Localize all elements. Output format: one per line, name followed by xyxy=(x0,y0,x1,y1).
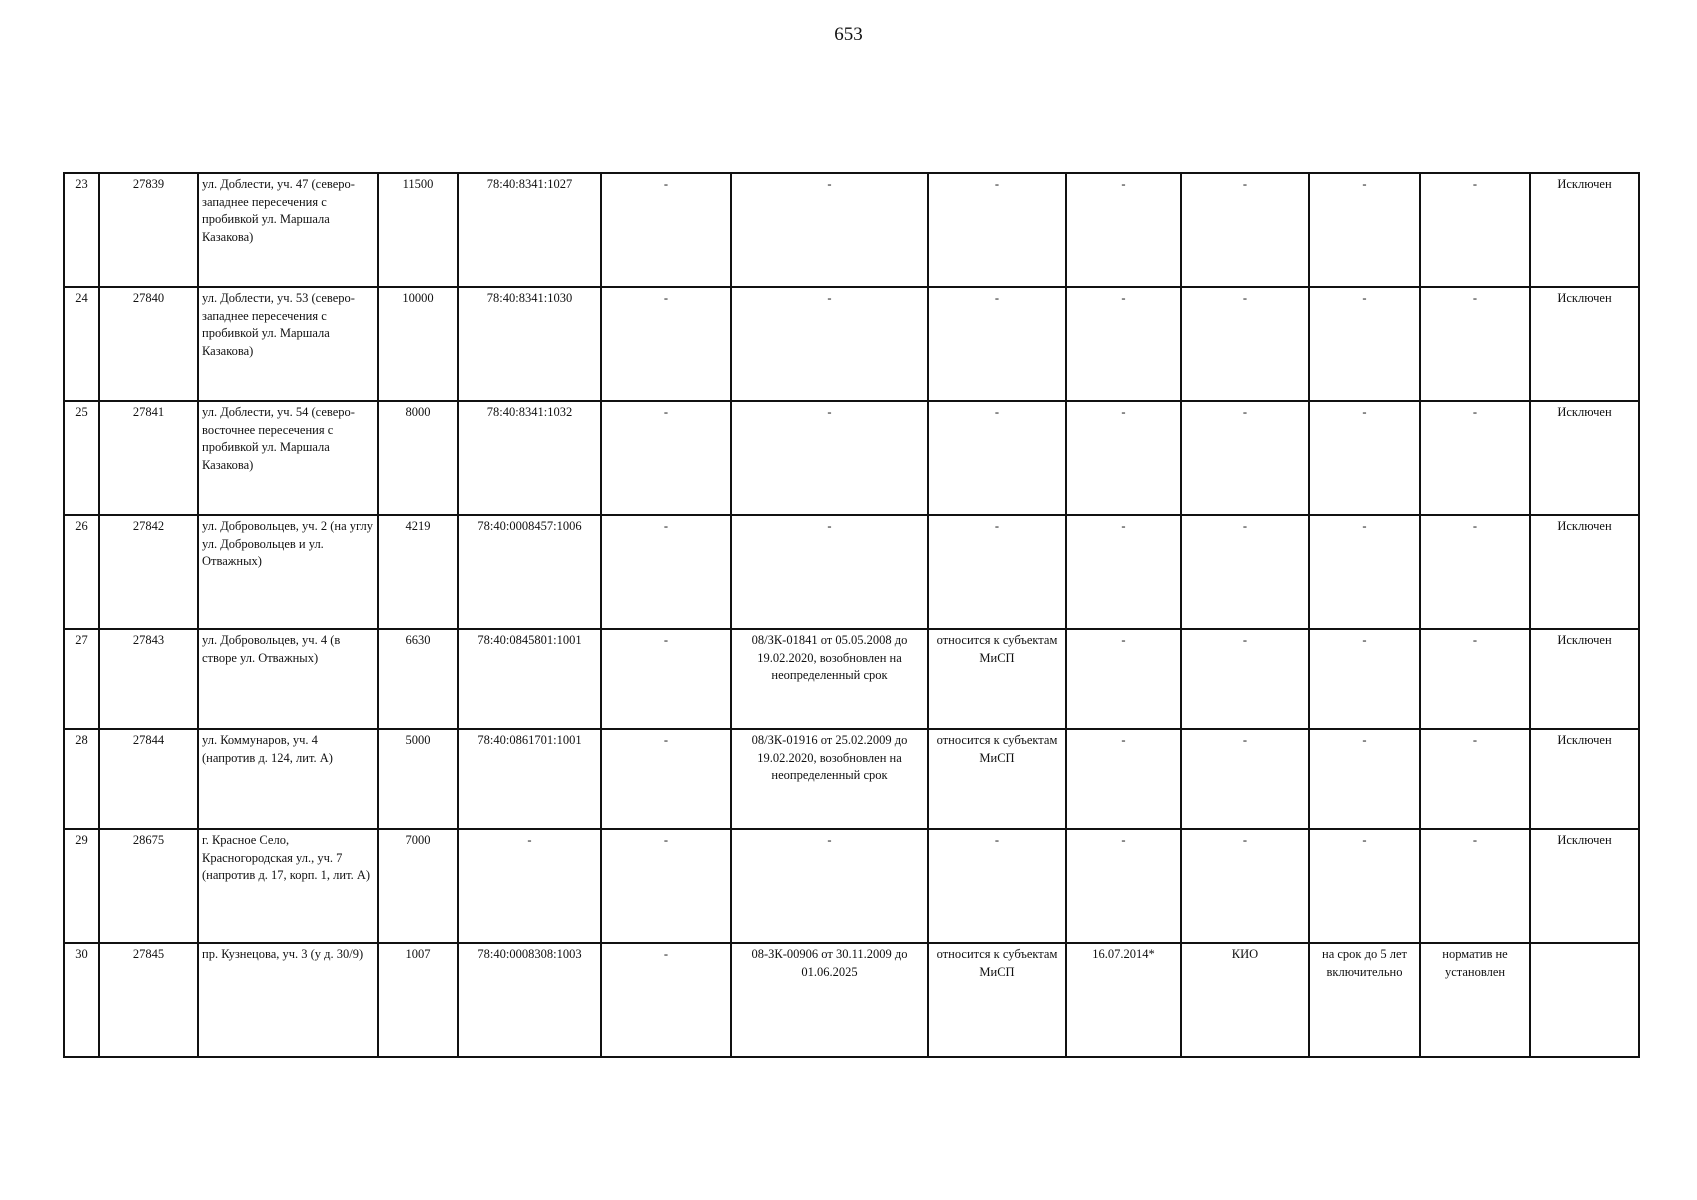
organization-cell: - xyxy=(1181,829,1309,943)
status-cell: Исключен xyxy=(1530,287,1639,401)
sme-category-cell: - xyxy=(928,829,1066,943)
row-number-cell: 24 xyxy=(64,287,99,401)
address-cell: ул. Добровольцев, уч. 4 (в створе ул. Отважных) xyxy=(198,629,378,729)
cadastral-number-cell: 78:40:0008457:1006 xyxy=(458,515,601,629)
table-row xyxy=(64,829,1639,943)
date-cell: - xyxy=(1066,173,1181,287)
date-cell: - xyxy=(1066,401,1181,515)
sme-category-cell: - xyxy=(928,173,1066,287)
address-cell: пр. Кузнецова, уч. 3 (у д. 30/9) xyxy=(198,943,378,1057)
lease-contract-cell: - xyxy=(731,515,928,629)
term-cell: - xyxy=(1309,173,1420,287)
term-cell: - xyxy=(1309,629,1420,729)
area-cell: 4219 xyxy=(378,515,458,629)
object-id-cell: 28675 xyxy=(99,829,198,943)
row-number-cell: 26 xyxy=(64,515,99,629)
table-row xyxy=(64,173,1639,287)
cadastral-number-cell: 78:40:0008308:1003 xyxy=(458,943,601,1057)
standard-cell: - xyxy=(1420,729,1530,829)
sme-category-cell: относится к субъектам МиСП xyxy=(928,729,1066,829)
date-cell: - xyxy=(1066,829,1181,943)
column-6-cell: - xyxy=(601,729,731,829)
table-row xyxy=(64,629,1639,729)
table-body xyxy=(64,173,1639,1057)
term-cell: - xyxy=(1309,729,1420,829)
object-id-cell: 27841 xyxy=(99,401,198,515)
status-cell: Исключен xyxy=(1530,729,1639,829)
lease-contract-cell: 08/ЗК-01916 от 25.02.2009 до 19.02.2020, возобновлен на неопределенный срок xyxy=(731,729,928,829)
lease-contract-cell: - xyxy=(731,287,928,401)
standard-cell: - xyxy=(1420,173,1530,287)
row-number-cell: 27 xyxy=(64,629,99,729)
status-cell: Исключен xyxy=(1530,629,1639,729)
term-cell: - xyxy=(1309,287,1420,401)
sme-category-cell: относится к субъектам МиСП xyxy=(928,943,1066,1057)
address-cell: ул. Доблести, уч. 54 (северо-восточнее пересечения с пробивкой ул. Маршала Казакова) xyxy=(198,401,378,515)
row-number-cell: 30 xyxy=(64,943,99,1057)
column-6-cell: - xyxy=(601,515,731,629)
object-id-cell: 27839 xyxy=(99,173,198,287)
cadastral-number-cell: 78:40:0845801:1001 xyxy=(458,629,601,729)
row-number-cell: 28 xyxy=(64,729,99,829)
row-number-cell: 23 xyxy=(64,173,99,287)
status-cell: Исключен xyxy=(1530,401,1639,515)
lease-contract-cell: - xyxy=(731,401,928,515)
date-cell: 16.07.2014* xyxy=(1066,943,1181,1057)
date-cell: - xyxy=(1066,287,1181,401)
date-cell: - xyxy=(1066,515,1181,629)
standard-cell: - xyxy=(1420,401,1530,515)
object-id-cell: 27843 xyxy=(99,629,198,729)
object-id-cell: 27842 xyxy=(99,515,198,629)
lease-contract-cell: 08/ЗК-01841 от 05.05.2008 до 19.02.2020, возобновлен на неопределенный срок xyxy=(731,629,928,729)
sme-category-cell: - xyxy=(928,515,1066,629)
object-id-cell: 27844 xyxy=(99,729,198,829)
standard-cell: - xyxy=(1420,829,1530,943)
column-6-cell: - xyxy=(601,943,731,1057)
lease-contract-cell: - xyxy=(731,829,928,943)
row-number-cell: 29 xyxy=(64,829,99,943)
term-cell: - xyxy=(1309,401,1420,515)
land-plot-table xyxy=(63,172,1640,1058)
area-cell: 8000 xyxy=(378,401,458,515)
table-row xyxy=(64,515,1639,629)
standard-cell: - xyxy=(1420,287,1530,401)
table-row xyxy=(64,287,1639,401)
status-cell xyxy=(1530,943,1639,1057)
date-cell: - xyxy=(1066,729,1181,829)
lease-contract-cell: 08-ЗК-00906 от 30.11.2009 до 01.06.2025 xyxy=(731,943,928,1057)
lease-contract-cell: - xyxy=(731,173,928,287)
organization-cell: - xyxy=(1181,515,1309,629)
area-cell: 1007 xyxy=(378,943,458,1057)
table-row xyxy=(64,729,1639,829)
cadastral-number-cell: 78:40:8341:1030 xyxy=(458,287,601,401)
sme-category-cell: - xyxy=(928,401,1066,515)
sme-category-cell: относится к субъектам МиСП xyxy=(928,629,1066,729)
organization-cell: КИО xyxy=(1181,943,1309,1057)
status-cell: Исключен xyxy=(1530,829,1639,943)
standard-cell: - xyxy=(1420,629,1530,729)
row-number-cell: 25 xyxy=(64,401,99,515)
standard-cell: - xyxy=(1420,515,1530,629)
area-cell: 11500 xyxy=(378,173,458,287)
area-cell: 5000 xyxy=(378,729,458,829)
sme-category-cell: - xyxy=(928,287,1066,401)
address-cell: ул. Коммунаров, уч. 4 (напротив д. 124, лит. А) xyxy=(198,729,378,829)
organization-cell: - xyxy=(1181,401,1309,515)
date-cell: - xyxy=(1066,629,1181,729)
table-row xyxy=(64,401,1639,515)
status-cell: Исключен xyxy=(1530,515,1639,629)
table-row xyxy=(64,943,1639,1057)
cadastral-number-cell: 78:40:0861701:1001 xyxy=(458,729,601,829)
page-number: 653 xyxy=(834,24,863,45)
column-6-cell: - xyxy=(601,629,731,729)
address-cell: г. Красное Село, Красногородская ул., уч. 7 (напротив д. 17, корп. 1, лит. А) xyxy=(198,829,378,943)
cadastral-number-cell: - xyxy=(458,829,601,943)
cadastral-number-cell: 78:40:8341:1027 xyxy=(458,173,601,287)
address-cell: ул. Добровольцев, уч. 2 (на углу ул. Добровольцев и ул. Отважных) xyxy=(198,515,378,629)
area-cell: 10000 xyxy=(378,287,458,401)
term-cell: - xyxy=(1309,829,1420,943)
standard-cell: норматив не установлен xyxy=(1420,943,1530,1057)
status-cell: Исключен xyxy=(1530,173,1639,287)
column-6-cell: - xyxy=(601,287,731,401)
organization-cell: - xyxy=(1181,629,1309,729)
address-cell: ул. Доблести, уч. 47 (северо-западнее пересечения с пробивкой ул. Маршала Казакова) xyxy=(198,173,378,287)
area-cell: 6630 xyxy=(378,629,458,729)
organization-cell: - xyxy=(1181,287,1309,401)
organization-cell: - xyxy=(1181,173,1309,287)
object-id-cell: 27845 xyxy=(99,943,198,1057)
area-cell: 7000 xyxy=(378,829,458,943)
cadastral-number-cell: 78:40:8341:1032 xyxy=(458,401,601,515)
term-cell: - xyxy=(1309,515,1420,629)
address-cell: ул. Доблести, уч. 53 (северо-западнее пересечения с пробивкой ул. Маршала Казакова) xyxy=(198,287,378,401)
column-6-cell: - xyxy=(601,401,731,515)
object-id-cell: 27840 xyxy=(99,287,198,401)
organization-cell: - xyxy=(1181,729,1309,829)
column-6-cell: - xyxy=(601,829,731,943)
column-6-cell: - xyxy=(601,173,731,287)
term-cell: на срок до 5 лет включительно xyxy=(1309,943,1420,1057)
